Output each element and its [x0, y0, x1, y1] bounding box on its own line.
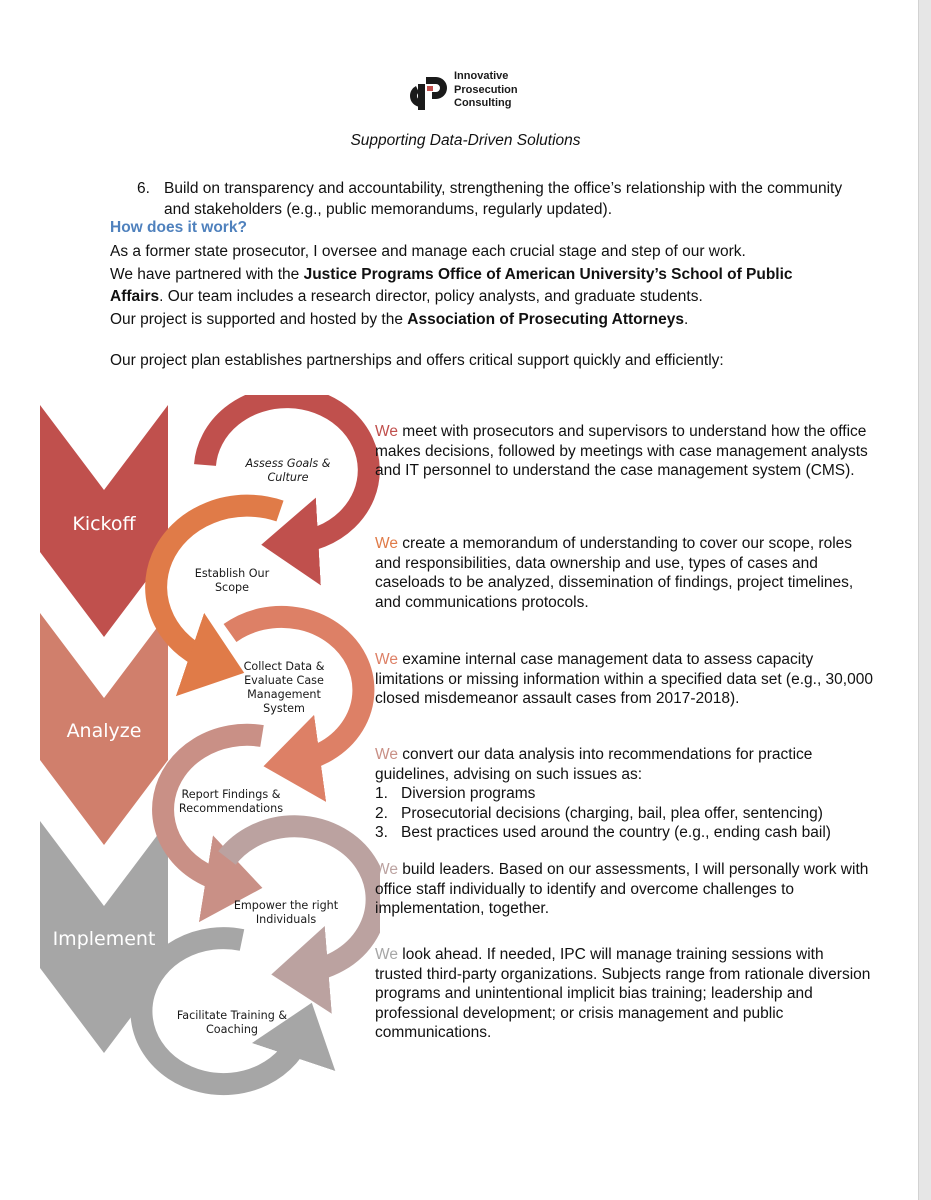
step-label-4: Report Findings & Recommendations [178, 788, 284, 815]
step-label-5: Empower the right Individuals [233, 899, 339, 926]
logo-wordmark [454, 70, 518, 111]
plan-intro: Our project plan establishes partnerships and offers critical support quickly and efficiently: [110, 352, 724, 369]
description-6: We look ahead. If needed, IPC will manage training sessions with trusted third-party organizations. Subjects range from rationale diversion programs and unintentional implicit bias training; leadership and professional development; or crisis management and public communications. [375, 946, 871, 1041]
list-item: 3. Best practices used around the country (e.g., ending cash bail) [375, 824, 831, 841]
description-5: We build leaders. Based on our assessments, I will personally work with office staff individually to identify and overcome challenges to implementation, together. [375, 861, 869, 917]
step-label-1: Assess Goals & Culture [245, 457, 331, 484]
description-1: We meet with prosecutors and supervisors to understand how the office makes decisions, followed by meetings with case management analysts and IT personnel to understand the case management system (CMS). [375, 423, 868, 479]
list-item-text: Build on transparency and accountability, strengthening the office’s relationship with the community and stakeholders (e.g., public memorandums, regularly updated). [164, 180, 843, 218]
logo-line-2: Prosecution [454, 83, 518, 96]
step-label-2: Establish Our Scope [194, 567, 270, 594]
we-lead: We [375, 861, 398, 878]
phase-kickoff-label: Kickoff [72, 513, 136, 535]
list-item: 1. Diversion programs [375, 785, 536, 802]
host-name: Association of Prosecuting Attorneys [407, 310, 685, 328]
we-lead: We [375, 423, 398, 440]
we-lead: We [375, 651, 398, 668]
how-line-2: We have partnered with the Justice Programs Office of American University’s School of Public Affairs. Our team includes a research director, policy analysts, and graduate students. [110, 265, 793, 305]
description-3: We examine internal case management data to assess capacity limitations or missing information within a specified data set (e.g., 30,000 closed misdemeanor assault cases from 2017-2018). [375, 651, 873, 707]
how-paragraph [110, 241, 830, 331]
process-diagram [0, 395, 380, 1110]
description-4: We convert our data analysis into recommendations for practice guidelines, advising on such issues as: 1. Diversion programs 2. Prosecutorial decisions (charging, bail, plea offer, sentencing) 3. Best practices used around the country (e.g., ending cash bail) [375, 745, 875, 843]
how-heading: How does it work? [110, 219, 247, 236]
partner-name: Justice Programs Office of American University’s School of Public Affairs [110, 265, 793, 305]
we-lead: We [375, 746, 398, 763]
step-label-6: Facilitate Training & Coaching [176, 1009, 288, 1036]
phase-implement-label: Implement [52, 928, 156, 950]
how-line-1: As a former state prosecutor, I oversee and manage each crucial stage and step of our work. [110, 243, 746, 260]
we-lead: We [375, 535, 398, 552]
step-label-3: Collect Data & Evaluate Case Management System [243, 660, 325, 715]
logo-line-1: Innovative [454, 70, 509, 82]
page-edge [918, 0, 931, 1200]
list-item-number: 6. [137, 180, 150, 197]
tagline: Supporting Data-Driven Solutions [350, 132, 581, 149]
logo-line-3: Consulting [454, 97, 512, 109]
description-2: We create a memorandum of understanding to cover our scope, roles and responsibilities, data ownership and use, types of cases and caseloads to be analyzed, dissemination of findings, project timelines, and communications protocols. [375, 535, 854, 611]
list-item: 2. Prosecutorial decisions (charging, bail, plea offer, sentencing) [375, 804, 823, 822]
phase-analyze-label: Analyze [66, 720, 142, 742]
we-lead: We [375, 946, 398, 963]
how-line-3: Our project is supported and hosted by the Association of Prosecuting Attorneys. [110, 310, 689, 328]
